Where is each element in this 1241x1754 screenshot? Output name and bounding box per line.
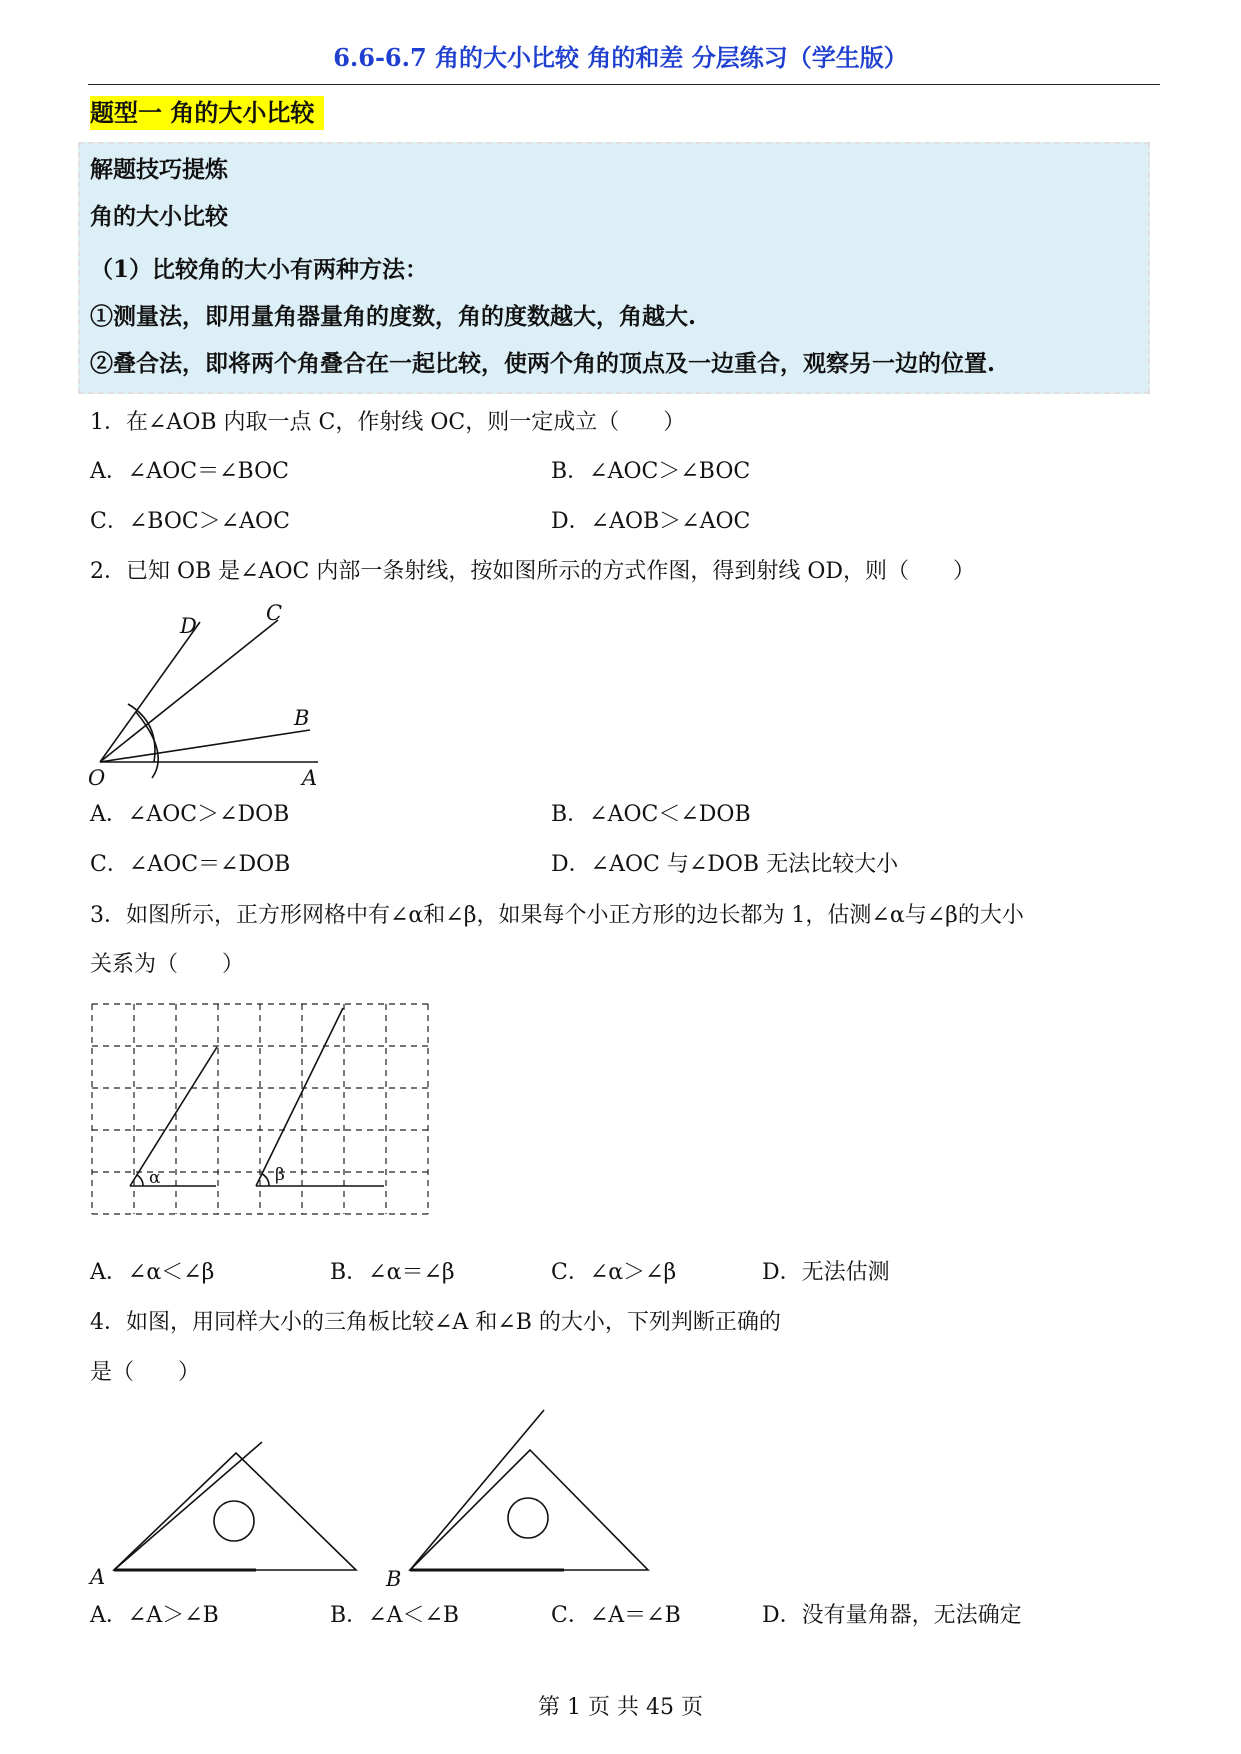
label-d: D (180, 614, 197, 638)
label-a: A (90, 1565, 106, 1589)
triangle-ruler-b (410, 1450, 648, 1570)
question-3-grid-figure (88, 1000, 432, 1236)
question-2-option-b: B．∠AOC＜∠DOB (551, 802, 751, 827)
question-4-figure (88, 1400, 678, 1590)
tips-line-1: （1）比较角的大小有两种方法： (90, 256, 429, 283)
label-beta: β (275, 1165, 285, 1185)
question-3-stem-line-1: 3．如图所示，正方形网格中有∠α和∠β，如果每个小正方形的边长都为 1，估测∠α与∠β的大小 (90, 903, 1024, 928)
question-1-option-d: D．∠AOB＞∠AOC (551, 509, 751, 534)
question-4-option-a: A．∠A＞∠B (90, 1603, 219, 1628)
label-c: C (266, 601, 283, 625)
beta-ray (256, 1008, 343, 1186)
label-b: B (294, 706, 310, 730)
label-alpha: α (149, 1168, 161, 1188)
question-2-figure (88, 598, 328, 790)
question-3-option-a: A．∠α＜∠β (90, 1260, 215, 1285)
beta-arc (262, 1174, 269, 1186)
question-1-stem: 1．在∠AOB 内取一点 C，作射线 OC，则一定成立（ ） (90, 410, 686, 435)
question-1-option-a: A．∠AOC＝∠BOC (90, 459, 289, 484)
question-4-option-b: B．∠A＜∠B (330, 1603, 460, 1628)
tips-line-2: ①测量法，即用量角器量角的度数，角的度数越大，角越大. (90, 303, 697, 330)
question-1-option-b: B．∠AOC＞∠BOC (551, 459, 751, 484)
question-2-stem: 2．已知 OB 是∠AOC 内部一条射线，按如图所示的方式作图，得到射线 OD，则（ ） (90, 559, 976, 584)
tips-heading: 解题技巧提炼 (90, 156, 228, 183)
header-divider (88, 84, 1160, 85)
question-2-option-c: C．∠AOC＝∠DOB (90, 852, 291, 877)
ray-od (100, 622, 200, 762)
question-4-stem-line-1: 4．如图，用同样大小的三角板比较∠A 和∠B 的大小，下列判断正确的 (90, 1310, 781, 1335)
section-heading: 题型一 角的大小比较 (90, 96, 324, 130)
triangle-ruler-a (114, 1453, 356, 1570)
ruler-a-hole (214, 1501, 254, 1541)
label-o: O (88, 766, 106, 790)
page-footer: 第 1 页 共 45 页 (538, 1695, 703, 1720)
ruler-b-hole (508, 1498, 548, 1538)
angle-b-side (410, 1410, 544, 1570)
question-2-option-d: D．∠AOC 与∠DOB 无法比较大小 (551, 852, 899, 877)
question-4-option-d: D．没有量角器，无法确定 (762, 1603, 1022, 1628)
label-b: B (386, 1567, 402, 1590)
question-2-option-a: A．∠AOC＞∠DOB (90, 802, 290, 827)
angle-a-side (114, 1442, 262, 1570)
question-3-stem-line-2: 关系为（ ） (90, 952, 245, 977)
question-3-option-d: D．无法估测 (762, 1260, 890, 1285)
alpha-arc (137, 1175, 143, 1186)
page-title: 6.6-6.7 角的大小比较 角的和差 分层练习（学生版） (333, 43, 908, 72)
question-4-option-c: C．∠A＝∠B (551, 1603, 681, 1628)
question-3-option-b: B．∠α＝∠β (330, 1260, 455, 1285)
tips-subheading: 角的大小比较 (90, 203, 228, 230)
alpha-ray (130, 1047, 217, 1186)
ray-oc (100, 620, 278, 762)
question-4-stem-line-2: 是（ ） (90, 1360, 201, 1385)
ray-ob (100, 730, 310, 762)
question-1-option-c: C．∠BOC＞∠AOC (90, 509, 290, 534)
question-3-option-c: C．∠α＞∠β (551, 1260, 677, 1285)
tips-line-3: ②叠合法，即将两个角叠合在一起比较，使两个角的顶点及一边重合，观察另一边的位置. (90, 350, 996, 377)
label-a: A (302, 766, 318, 790)
